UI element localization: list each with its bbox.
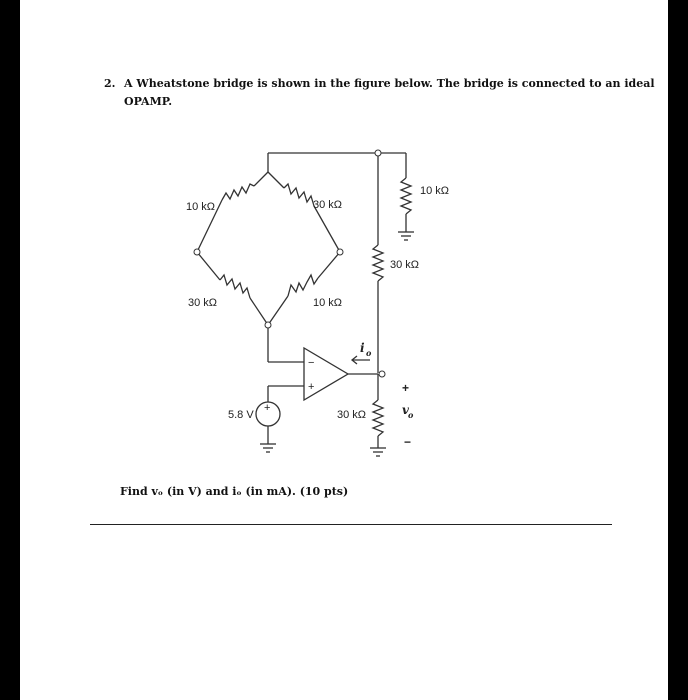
node-bottom <box>265 322 271 328</box>
node-left <box>194 249 200 255</box>
source-plus: + <box>264 402 271 414</box>
question-number: 2. <box>104 77 116 90</box>
find-instruction: Find vₒ (in V) and iₒ (in mA). (10 pts) <box>120 485 349 498</box>
question-text-line-1: A Wheatstone bridge is shown in the figure below. The bridge is connected to an ideal <box>124 77 655 90</box>
current-arrow <box>352 341 372 364</box>
current-sub: o <box>366 348 372 358</box>
opamp-minus: − <box>308 357 315 369</box>
current-label: i <box>360 341 365 355</box>
label-r-top-right: 30 kΩ <box>313 199 343 211</box>
opamp-input-wires <box>260 325 304 452</box>
label-r-upper-right: 10 kΩ <box>420 185 450 197</box>
label-source: 5.8 V <box>228 409 254 421</box>
vo-minus: − <box>404 435 412 449</box>
label-r-bottom-right: 10 kΩ <box>313 297 343 309</box>
label-r-load: 30 kΩ <box>337 409 367 421</box>
question-text-line-2: OPAMP. <box>124 95 173 108</box>
vo-sub: o <box>408 410 414 420</box>
node-right <box>337 249 343 255</box>
feedback-rail <box>373 153 383 373</box>
label-r-top-left: 10 kΩ <box>186 201 216 213</box>
opamp-plus: + <box>308 381 315 393</box>
opamp-symbol <box>304 348 348 400</box>
node-top <box>375 150 381 156</box>
label-r-bottom-left: 30 kΩ <box>188 297 218 309</box>
label-r-feedback: 30 kΩ <box>390 259 420 271</box>
top-wire <box>268 153 414 240</box>
voltage-source <box>256 402 280 426</box>
vo-label: v <box>402 403 409 417</box>
node-output <box>379 371 385 377</box>
vo-plus: + <box>402 381 410 395</box>
